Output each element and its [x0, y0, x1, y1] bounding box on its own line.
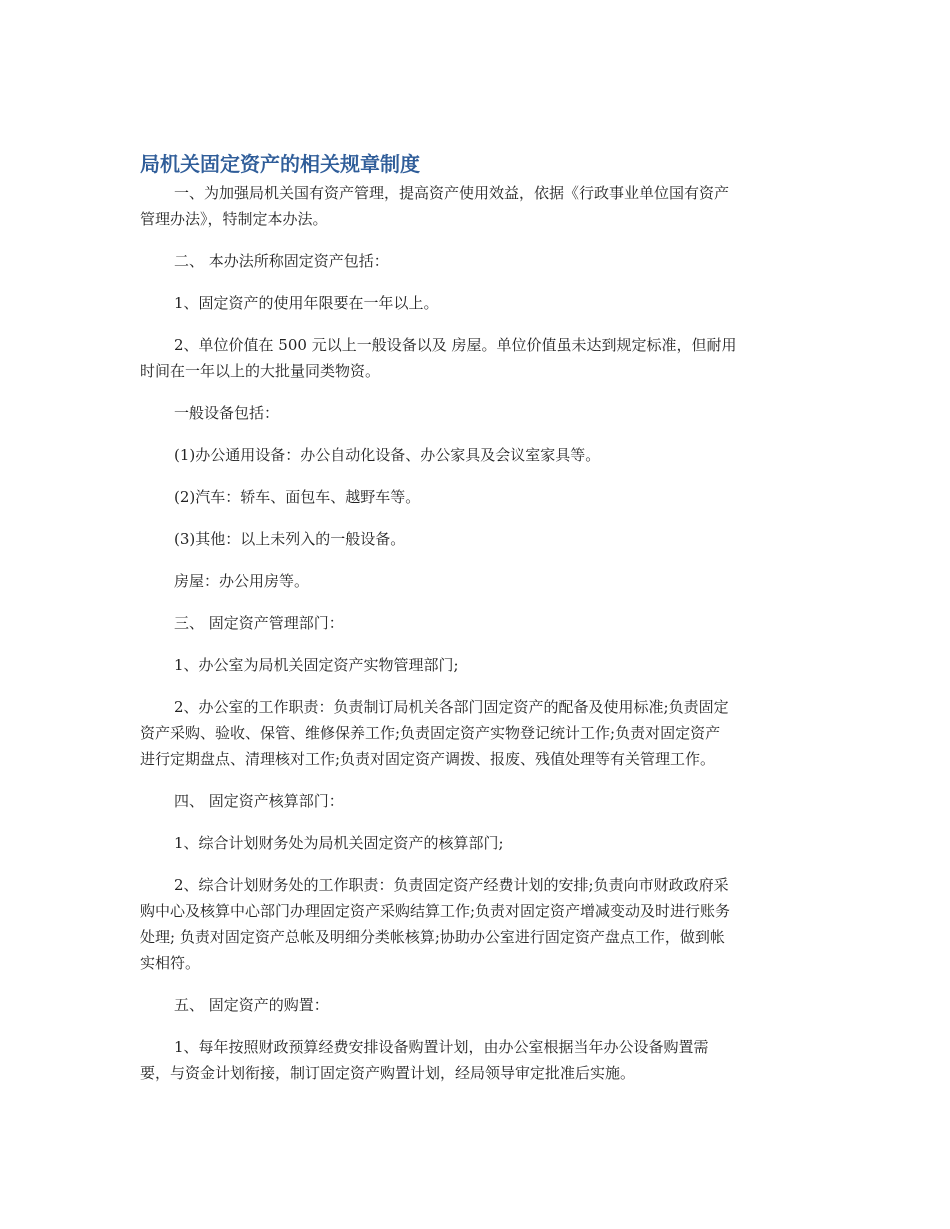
- paragraph-line: 五、 固定资产的购置：: [174, 996, 329, 1014]
- paragraph-line: 时间在一年以上的大批量同类物资。: [140, 362, 381, 380]
- paragraph: [140, 484, 812, 510]
- paragraph: [140, 180, 812, 232]
- paragraph: [140, 290, 812, 316]
- paragraph: [140, 400, 812, 426]
- paragraph-line: 资产采购、验收、保管、维修保养工作;负责固定资产实物登记统计工作;负责对固定资产: [140, 724, 721, 742]
- paragraph-line: 一、为加强局机关国有资产管理，提高资产使用效益，依据《行政事业单位国有资产: [174, 184, 730, 202]
- paragraph: [140, 992, 812, 1018]
- paragraph-line: 处理; 负责对固定资产总帐及明细分类帐核算;协助办公室进行固定资产盘点工作，做到帐: [140, 928, 725, 946]
- paragraph-line: 管理办法》，特制定本办法。: [140, 210, 328, 228]
- paragraph-line: (3)其他：以上未列入的一般设备。: [174, 530, 406, 548]
- paragraph: [140, 872, 812, 976]
- paragraph-line: (2)汽车：轿车、面包车、越野车等。: [174, 488, 421, 506]
- paragraph-line: (1)办公通用设备：办公自动化设备、办公家具及会议室家具等。: [174, 446, 601, 464]
- paragraph-line: 2、单位价值在 500 元以上一般设备以及 房屋。单位价值虽未达到规定标准，但耐用: [174, 336, 737, 354]
- document-title: 局机关固定资产的相关规章制度: [140, 152, 420, 176]
- paragraph-line: 进行定期盘点、清理核对工作;负责对固定资产调拨、报废、残值处理等有关管理工作。: [140, 750, 716, 768]
- paragraph-line: 2、办公室的工作职责：负责制订局机关各部门固定资产的配备及使用标准;负责固定: [174, 698, 729, 716]
- paragraph-line: 四、 固定资产核算部门：: [174, 792, 344, 810]
- paragraph: [140, 568, 812, 594]
- paragraph-line: 1、固定资产的使用年限要在一年以上。: [174, 294, 439, 312]
- paragraph-line: 2、综合计划财务处的工作职责：负责固定资产经费计划的安排;负责向市财政政府采: [174, 876, 729, 894]
- paragraph: [140, 610, 812, 636]
- paragraph: [140, 526, 812, 552]
- paragraph-line: 1、办公室为局机关固定资产实物管理部门;: [174, 656, 459, 674]
- paragraph: [140, 248, 812, 274]
- paragraph: [140, 442, 812, 468]
- paragraph: [140, 694, 812, 772]
- paragraph-line: 实相符。: [140, 954, 201, 972]
- paragraph-line: 1、每年按照财政预算经费安排设备购置计划，由办公室根据当年办公设备购置需: [174, 1038, 709, 1056]
- paragraph: [140, 1034, 812, 1086]
- paragraph: [140, 652, 812, 678]
- paragraph-line: 要，与资金计划衔接，制订固定资产购置计划，经局领导审定批准后实施。: [140, 1064, 636, 1082]
- paragraph-line: 1、综合计划财务处为局机关固定资产的核算部门;: [174, 834, 504, 852]
- paragraph: [140, 830, 812, 856]
- paragraph: [140, 332, 812, 384]
- paragraph-line: 一般设备包括：: [174, 404, 280, 422]
- paragraph-line: 二、 本办法所称固定资产包括：: [174, 252, 389, 270]
- paragraph: [140, 788, 812, 814]
- paragraph-line: 三、 固定资产管理部门：: [174, 614, 344, 632]
- paragraph-line: 购中心及核算中心部门办理固定资产采购结算工作;负责对固定资产增减变动及时进行账务: [140, 902, 731, 920]
- paragraph-line: 房屋：办公用房等。: [174, 572, 310, 590]
- document-body: [140, 180, 812, 1102]
